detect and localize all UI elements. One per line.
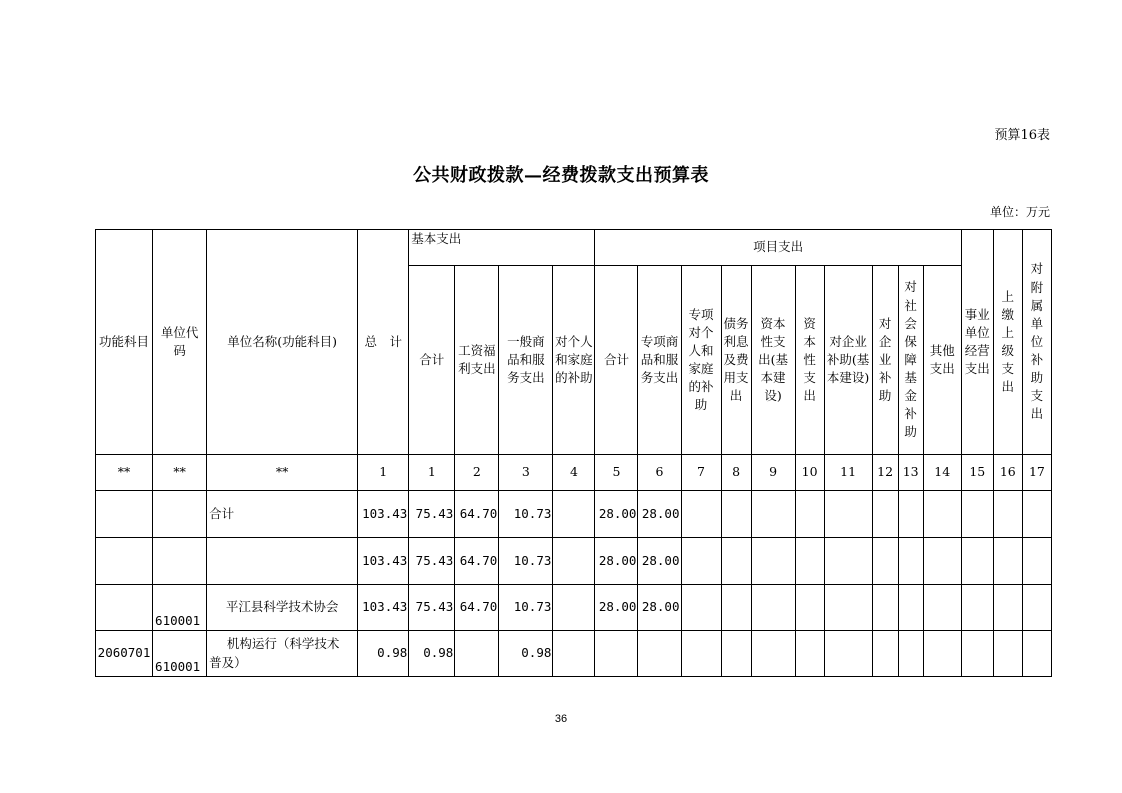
unit-name-cell: 平江县科学技术协会 bbox=[207, 585, 358, 631]
empty-cell bbox=[795, 491, 824, 538]
index-row bbox=[96, 455, 1052, 491]
func-code-cell bbox=[96, 585, 153, 631]
empty-cell bbox=[751, 491, 795, 538]
empty-cell bbox=[993, 538, 1022, 585]
header-individual: 对个人和家庭的补助 bbox=[553, 266, 595, 455]
unit-code-cell: 610001 bbox=[153, 631, 207, 677]
index-cell: 4 bbox=[553, 455, 595, 491]
empty-cell bbox=[553, 538, 595, 585]
empty-cell bbox=[681, 491, 721, 538]
basic-total-cell: 75.43 bbox=[409, 585, 455, 631]
unit-name-cell bbox=[207, 631, 358, 677]
index-cell: 3 bbox=[499, 455, 553, 491]
empty-cell bbox=[872, 585, 898, 631]
empty-cell bbox=[751, 631, 795, 677]
empty-cell bbox=[795, 538, 824, 585]
index-cell: ** bbox=[96, 455, 153, 491]
header-unit-name: 单位名称(功能科目) bbox=[207, 230, 358, 455]
index-cell: 17 bbox=[1022, 455, 1051, 491]
header-capital: 资本性支出(基本建设) bbox=[751, 266, 795, 455]
empty-cell bbox=[824, 491, 872, 538]
header-func-code: 功能科目 bbox=[96, 230, 153, 455]
goods-cell: 10.73 bbox=[499, 585, 553, 631]
empty-cell bbox=[721, 491, 751, 538]
empty-cell bbox=[872, 631, 898, 677]
goods-cell: 0.98 bbox=[499, 631, 553, 677]
total-cell: 103.43 bbox=[358, 491, 409, 538]
empty-cell bbox=[1022, 631, 1051, 677]
header-proj-individual: 专项对个人和家庭的补助 bbox=[681, 266, 721, 455]
proj-goods-cell bbox=[638, 631, 681, 677]
goods-cell: 10.73 bbox=[499, 538, 553, 585]
unit-name-line-2: 普及） bbox=[209, 654, 247, 670]
index-cell: 15 bbox=[961, 455, 993, 491]
table-row bbox=[96, 491, 1052, 538]
header-undertaking: 事业单位经营支出 bbox=[961, 230, 993, 455]
unit-name-line-1: 机构运行（科学技术 bbox=[226, 636, 340, 652]
empty-cell bbox=[872, 538, 898, 585]
unit-name-cell bbox=[207, 538, 358, 585]
proj-goods-cell: 28.00 bbox=[638, 491, 681, 538]
total-cell: 0.98 bbox=[358, 631, 409, 677]
empty-cell bbox=[721, 538, 751, 585]
empty-cell bbox=[923, 491, 961, 538]
func-code-cell bbox=[96, 491, 153, 538]
header-subsidiary: 对附属单位补助支出 bbox=[1022, 230, 1051, 455]
table-row bbox=[96, 631, 1052, 677]
budget-table bbox=[95, 229, 1052, 677]
header-other: 其他支出 bbox=[923, 266, 961, 455]
unit-name-cell: 合计 bbox=[207, 491, 358, 538]
header-project: 项目支出 bbox=[595, 230, 961, 266]
proj-total-cell: 28.00 bbox=[595, 538, 638, 585]
func-code-cell bbox=[96, 538, 153, 585]
table-row bbox=[96, 538, 1052, 585]
empty-cell bbox=[553, 585, 595, 631]
index-cell: 12 bbox=[872, 455, 898, 491]
unit-code-cell: 610001 bbox=[153, 585, 207, 631]
empty-cell bbox=[923, 538, 961, 585]
empty-cell bbox=[898, 538, 923, 585]
page-title: 公共财政拨款—经费拨款支出预算表 bbox=[413, 165, 709, 186]
empty-cell bbox=[961, 491, 993, 538]
func-code-cell: 2060701 bbox=[96, 631, 153, 677]
index-cell: 5 bbox=[595, 455, 638, 491]
empty-cell bbox=[681, 538, 721, 585]
wages-cell bbox=[455, 631, 499, 677]
empty-cell bbox=[721, 631, 751, 677]
header-total: 总 计 bbox=[358, 230, 409, 455]
empty-cell bbox=[553, 491, 595, 538]
header-proj-total: 合计 bbox=[595, 266, 638, 455]
empty-cell bbox=[721, 585, 751, 631]
index-cell: 1 bbox=[358, 455, 409, 491]
basic-total-cell: 0.98 bbox=[409, 631, 455, 677]
index-cell: 14 bbox=[923, 455, 961, 491]
empty-cell bbox=[681, 585, 721, 631]
empty-cell bbox=[898, 585, 923, 631]
proj-total-cell: 28.00 bbox=[595, 585, 638, 631]
header-basic: 基本支出 bbox=[409, 230, 595, 266]
empty-cell bbox=[824, 631, 872, 677]
empty-cell bbox=[553, 631, 595, 677]
empty-cell bbox=[898, 631, 923, 677]
index-cell: 8 bbox=[721, 455, 751, 491]
unit-label: 单位：万元 bbox=[989, 205, 1050, 219]
unit-code-cell bbox=[153, 538, 207, 585]
proj-goods-cell: 28.00 bbox=[638, 585, 681, 631]
index-cell: 11 bbox=[824, 455, 872, 491]
proj-total-cell: 28.00 bbox=[595, 491, 638, 538]
index-cell: 10 bbox=[795, 455, 824, 491]
empty-cell bbox=[1022, 491, 1051, 538]
empty-cell bbox=[923, 631, 961, 677]
proj-total-cell bbox=[595, 631, 638, 677]
wages-cell: 64.70 bbox=[455, 585, 499, 631]
index-cell: 2 bbox=[455, 455, 499, 491]
empty-cell bbox=[751, 585, 795, 631]
index-cell: ** bbox=[153, 455, 207, 491]
header-capital-2: 资本性支出 bbox=[795, 266, 824, 455]
header-goods: 一般商品和服务支出 bbox=[499, 266, 553, 455]
unit-code-cell bbox=[153, 491, 207, 538]
wages-cell: 64.70 bbox=[455, 491, 499, 538]
total-cell: 103.43 bbox=[358, 538, 409, 585]
empty-cell bbox=[795, 631, 824, 677]
index-cell: 13 bbox=[898, 455, 923, 491]
goods-cell: 10.73 bbox=[499, 491, 553, 538]
empty-cell bbox=[993, 491, 1022, 538]
index-cell: 16 bbox=[993, 455, 1022, 491]
empty-cell bbox=[993, 585, 1022, 631]
empty-cell bbox=[681, 631, 721, 677]
header-enterprise-2: 对企业补助 bbox=[872, 266, 898, 455]
index-cell: 1 bbox=[409, 455, 455, 491]
basic-total-cell: 75.43 bbox=[409, 538, 455, 585]
header-wages: 工资福利支出 bbox=[455, 266, 499, 455]
empty-cell bbox=[795, 585, 824, 631]
header-proj-goods: 专项商品和服务支出 bbox=[638, 266, 681, 455]
proj-goods-cell: 28.00 bbox=[638, 538, 681, 585]
empty-cell bbox=[961, 631, 993, 677]
empty-cell bbox=[1022, 538, 1051, 585]
empty-cell bbox=[824, 585, 872, 631]
index-cell: 7 bbox=[681, 455, 721, 491]
total-cell: 103.43 bbox=[358, 585, 409, 631]
empty-cell bbox=[872, 491, 898, 538]
wages-cell: 64.70 bbox=[455, 538, 499, 585]
page-number: 36 bbox=[554, 713, 568, 725]
empty-cell bbox=[1022, 585, 1051, 631]
header-superior: 上缴上级支出 bbox=[993, 230, 1022, 455]
empty-cell bbox=[824, 538, 872, 585]
header-debt: 债务利息及费用支出 bbox=[721, 266, 751, 455]
header-enterprise: 对企业补助(基本建设) bbox=[824, 266, 872, 455]
index-cell: ** bbox=[207, 455, 358, 491]
empty-cell bbox=[961, 585, 993, 631]
header-basic-total: 合计 bbox=[409, 266, 455, 455]
empty-cell bbox=[751, 538, 795, 585]
basic-total-cell: 75.43 bbox=[409, 491, 455, 538]
empty-cell bbox=[993, 631, 1022, 677]
empty-cell bbox=[898, 491, 923, 538]
empty-cell bbox=[923, 585, 961, 631]
index-cell: 6 bbox=[638, 455, 681, 491]
form-number: 预算16表 bbox=[994, 128, 1050, 143]
empty-cell bbox=[961, 538, 993, 585]
header-unit-code: 单位代码 bbox=[153, 230, 207, 455]
index-cell: 9 bbox=[751, 455, 795, 491]
table-row bbox=[96, 585, 1052, 631]
header-social: 对社会保障基金补助 bbox=[898, 266, 923, 455]
